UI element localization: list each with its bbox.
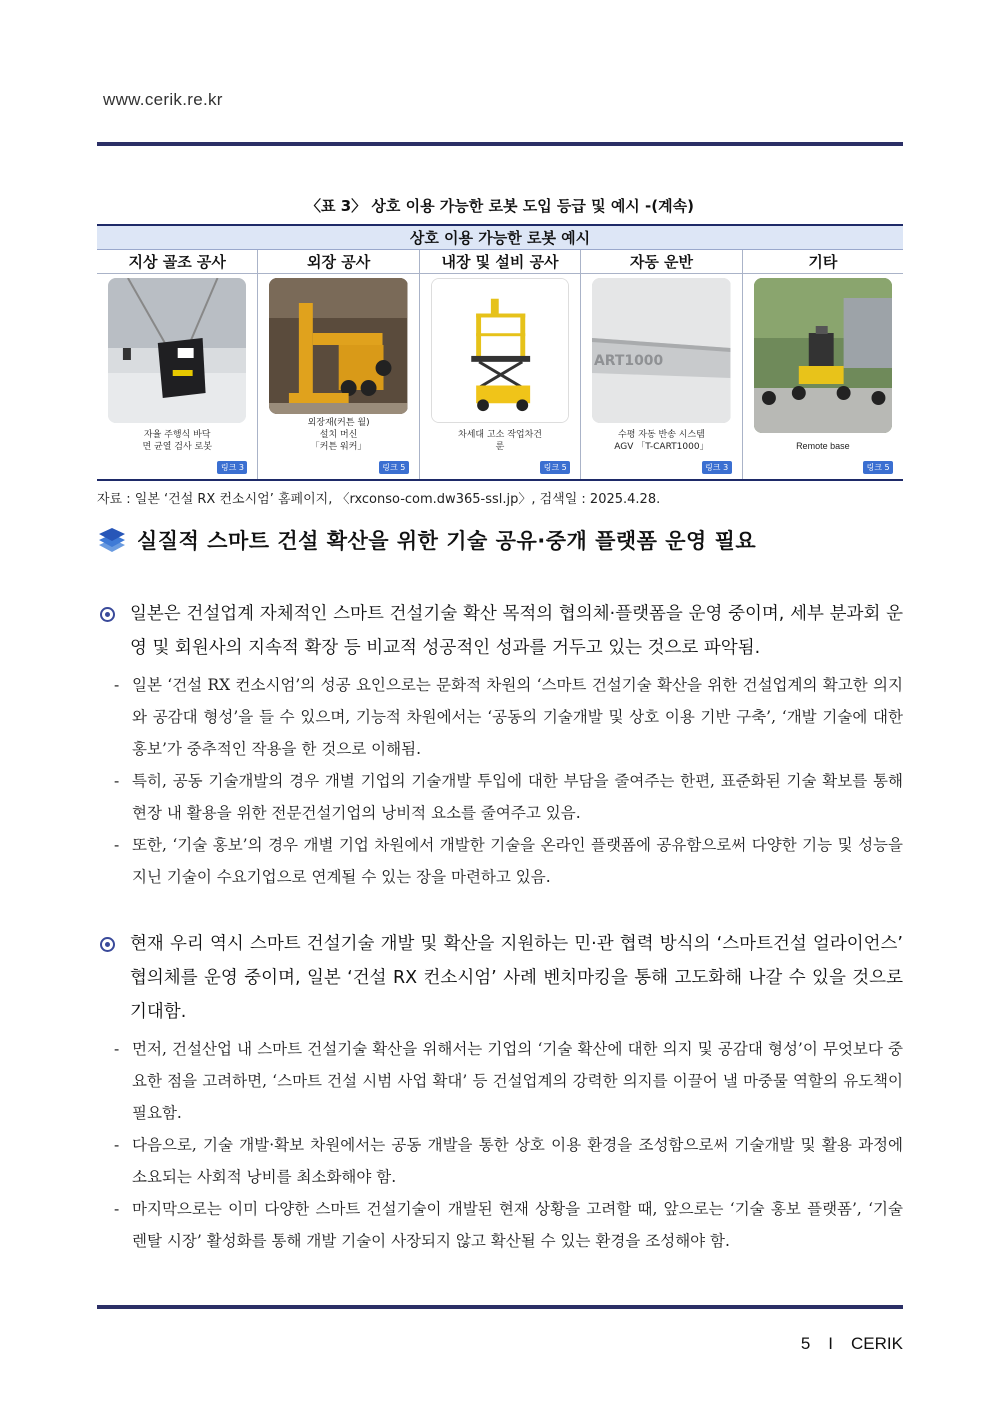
main-bullet [97, 927, 903, 1029]
main-bullet-text: 현재 우리 역시 스마트 건설기술 개발 및 확산을 지원하는 민·관 협력 방식의 ‘스마트건설 얼라이언스’ 협의체를 운영 중이며, 일본 ‘건설 RX 컨소시엄’ 사례 벤치마킹을 통해 고도화해 나갈 수 있을 것으로 기대함. [130, 934, 903, 1022]
column-header: 기타 [808, 253, 838, 271]
table-caption: 〈표 3〉 상호 이용 가능한 로봇 도입 등급 및 예시 -(계속) [306, 197, 694, 215]
caption-line: 면 균열 검사 로봇 [142, 442, 212, 452]
main-bullet [97, 597, 903, 665]
link-badge[interactable]: 링크 5 [540, 461, 570, 474]
table-column-headers [97, 250, 903, 274]
caption-line: Remote base [796, 441, 850, 451]
header-rule [97, 142, 903, 146]
bullet-block [97, 927, 903, 1257]
bullet-block [97, 597, 903, 893]
site-url: www.cerik.re.kr [103, 90, 223, 109]
table-cell [97, 274, 258, 479]
footer-rule [97, 1305, 903, 1309]
section-title-text: 실질적 스마트 건설 확산을 위한 기술 공유·중개 플랫폼 운영 필요 [137, 529, 757, 553]
caption-line: 외장재(커튼 월) [307, 418, 370, 428]
caption-line: 설치 머신 [319, 430, 358, 440]
agv-cart-photo [592, 278, 730, 423]
caption-line: 룬 [495, 442, 505, 452]
link-badge[interactable]: 링크 5 [379, 461, 409, 474]
remote-base-robot-photo [754, 278, 892, 433]
sub-bullet-text: 또한, ‘기술 홍보’의 경우 개별 기업 차원에서 개발한 기술을 온라인 플랫폼에 공유함으로써 다양한 기능 및 성능을 지닌 기술이 수요기업으로 연계될 수 있는 장을 마련하고 있음. [132, 836, 903, 886]
section-title [97, 522, 756, 558]
link-badge[interactable]: 링크 3 [217, 461, 247, 474]
floor-inspection-robot-photo [108, 278, 246, 423]
table-cell [258, 274, 419, 479]
curtain-wall-machine-photo [269, 278, 407, 414]
caption-line: 「커튼 워커」 [310, 442, 367, 452]
column-header: 지상 골조 공사 [97, 250, 258, 273]
table-cell [581, 274, 742, 479]
sub-bullet: - 특히, 공동 기술개발의 경우 개별 기업의 기술개발 투입에 대한 부담을 줄여주는 한편, 표준화된 기술 확보를 통해 현장 내 활용을 위한 전문건설기업의 낭비적 요소를 줄여주고 있음. [114, 772, 903, 822]
aerial-work-platform-photo [431, 278, 569, 423]
sub-bullet-text: 특히, 공동 기술개발의 경우 개별 기업의 기술개발 투입에 대한 부담을 줄여주는 한편, 표준화된 기술 확보를 통해 현장 내 활용을 위한 전문건설기업의 낭비적 요소를 줄여주고 있음. [132, 772, 903, 822]
footer-separator: I [828, 1334, 834, 1353]
sub-bullet-text: 일본 ‘건설 RX 컨소시엄’의 성공 요인으로는 문화적 차원의 ‘스마트 건설기술 확산을 위한 건설업계의 확고한 의지와 공감대 형성’을 들 수 있으며, 기능적 차원에서는 ‘공동의 기술개발 및 상호 이용 기반 구축’, ‘개발 기술에 대한 홍보’가 중추적인 작용을 한 것으로 이해됨. [132, 676, 903, 758]
caption-line: AGV 「T-CART1000」 [614, 442, 709, 452]
sub-bullet: - 마지막으로는 이미 다양한 스마트 건설기술이 개발된 현재 상황을 고려할 때, 앞으로는 ‘기술 홍보 플랫폼’, ‘기술 렌탈 시장’ 활성화를 통해 개발 기술이 사장되지 않고 확산될 수 있는 환경을 조성해야 함. [114, 1200, 903, 1250]
page-footer [801, 1334, 903, 1354]
table-main-header: 상호 이용 가능한 로봇 예시 [97, 226, 903, 250]
table-cell [743, 274, 903, 479]
page-number: 5 [800, 1334, 811, 1353]
table-source: 자료 : 일본 ‘건설 RX 컨소시엄’ 홈페이지, 〈rxconso-com.dw365-ssl.jp〉, 검색일 : 2025.4.28. [97, 492, 661, 507]
agv-label-text: ART1000 [594, 352, 664, 370]
footer-brand: CERIK [851, 1334, 903, 1353]
sub-bullet: - 또한, ‘기술 홍보’의 경우 개별 기업 차원에서 개발한 기술을 온라인 플랫폼에 공유함으로써 다양한 기능 및 성능을 지닌 기술이 수요기업으로 연계될 수 있는 장을 마련하고 있음. [114, 836, 903, 886]
column-header: 자동 운반 [581, 250, 742, 273]
robot-example-table [97, 224, 903, 481]
sub-bullet-text: 먼저, 건설산업 내 스마트 건설기술 확산을 위해서는 기업의 ‘기술 확산에 대한 의지 및 공감대 형성’이 무엇보다 중요한 점을 고려하면, ‘스마트 건설 시범 사업 확대’ 등 건설업계의 강력한 의지를 이끌어 낼 마중물 역할의 유도책이 필요함. [132, 1040, 903, 1122]
column-header: 외장 공사 [258, 250, 419, 273]
bullet-circle-icon [100, 607, 115, 622]
link-badge[interactable]: 링크 3 [702, 461, 732, 474]
sub-bullet: - 일본 ‘건설 RX 컨소시엄’의 성공 요인으로는 문화적 차원의 ‘스마트 건설기술 확산을 위한 건설업계의 확고한 의지와 공감대 형성’을 들 수 있으며, 기능적 차원에서는 ‘공동의 기술개발 및 상호 이용 기반 구축’, ‘개발 기술에 대한 홍보’가 중추적인 작용을 한 것으로 이해됨. [114, 676, 903, 758]
sub-bullet-text: 다음으로, 기술 개발·확보 차원에서는 공동 개발을 통한 상호 이용 환경을 조성함으로써 기술개발 및 활용 과정에 소요되는 사회적 낭비를 최소화해야 함. [132, 1136, 903, 1186]
link-badge[interactable]: 링크 5 [863, 461, 893, 474]
layers-icon [97, 525, 127, 555]
sub-bullet: - 다음으로, 기술 개발·확보 차원에서는 공동 개발을 통한 상호 이용 환경을 조성함으로써 기술개발 및 활용 과정에 소요되는 사회적 낭비를 최소화해야 함. [114, 1136, 903, 1186]
caption-line: 자율 주행식 바닥 [143, 430, 211, 440]
caption-line: 수평 자동 반송 시스템 [618, 430, 705, 440]
sub-bullet: - 먼저, 건설산업 내 스마트 건설기술 확산을 위해서는 기업의 ‘기술 확산에 대한 의지 및 공감대 형성’이 무엇보다 중요한 점을 고려하면, ‘스마트 건설 시범 사업 확대’ 등 건설업계의 강력한 의지를 이끌어 낼 마중물 역할의 유도책이 필요함. [114, 1040, 903, 1122]
caption-line: 차세대 고소 작업차건 [458, 430, 542, 440]
bullet-circle-icon [100, 937, 115, 952]
main-bullet-text: 일본은 건설업계 자체적인 스마트 건설기술 확산 목적의 협의체·플랫폼을 운영 중이며, 세부 분과회 운영 및 회원사의 지속적 확장 등 비교적 성공적인 성과를 거두고 있는 것으로 파악됨. [130, 604, 903, 658]
sub-bullet-text: 마지막으로는 이미 다양한 스마트 건설기술이 개발된 현재 상황을 고려할 때, 앞으로는 ‘기술 홍보 플랫폼’, ‘기술 렌탈 시장’ 활성화를 통해 개발 기술이 사장되지 않고 확산될 수 있는 환경을 조성해야 함. [132, 1200, 903, 1250]
column-header: 내장 및 설비 공사 [420, 250, 581, 273]
table-cell [420, 274, 581, 479]
